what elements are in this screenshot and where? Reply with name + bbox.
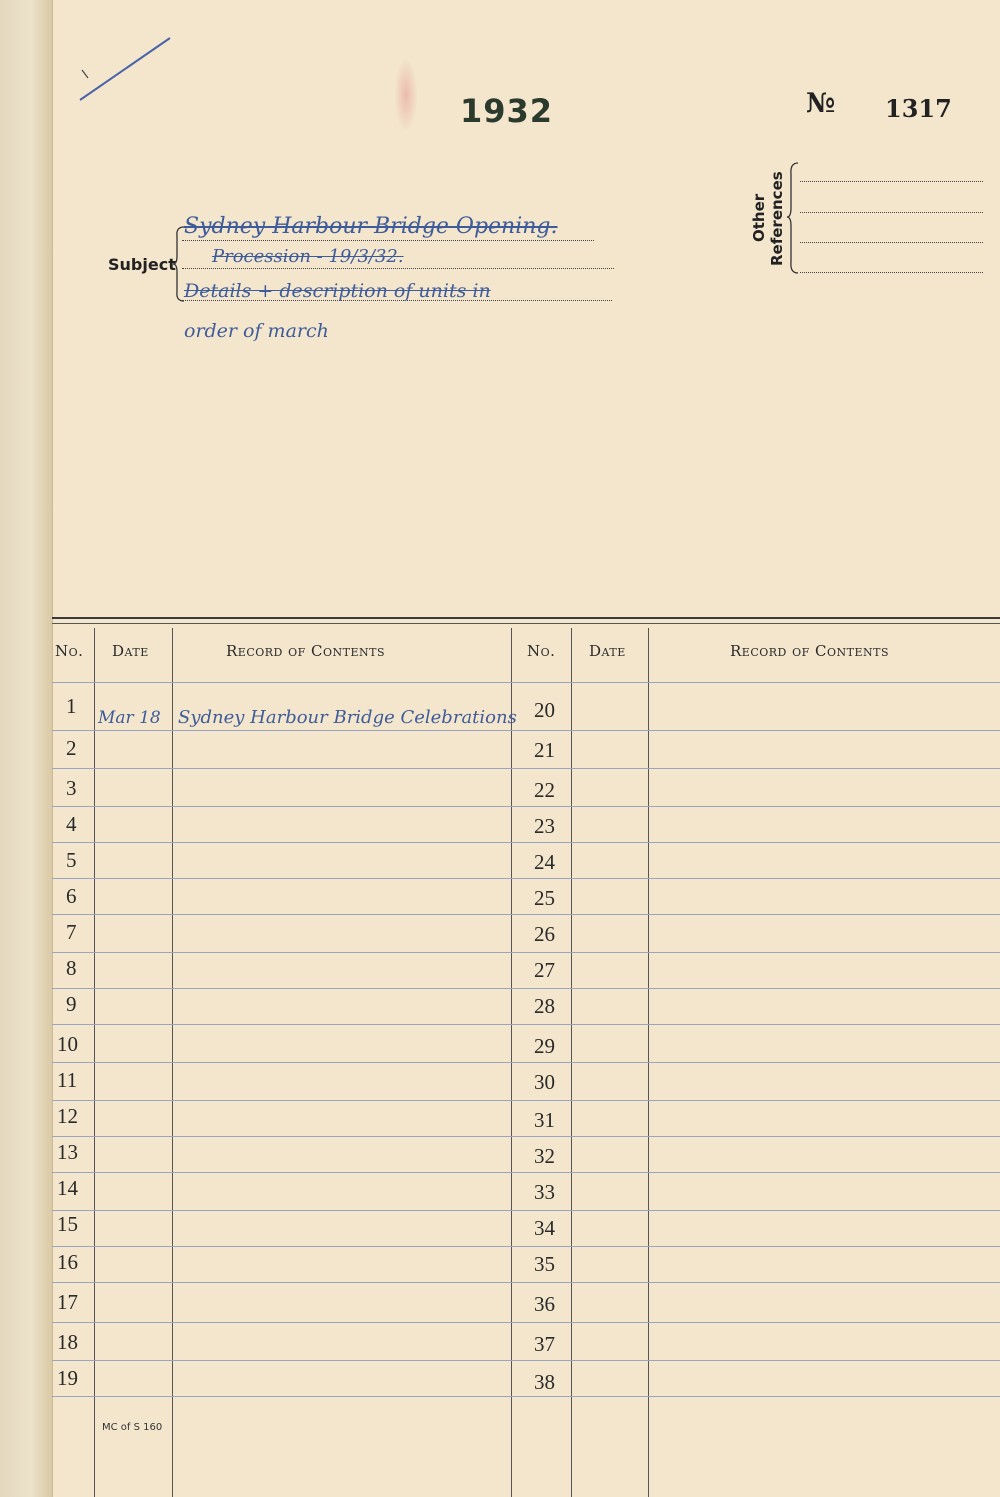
- ink-stain: [395, 60, 417, 130]
- row-number: 8: [66, 956, 77, 980]
- row-rule: [52, 988, 1000, 989]
- row-number: 26: [534, 922, 555, 946]
- row-number: 32: [534, 1144, 555, 1168]
- row-number: 12: [57, 1104, 78, 1128]
- header-date-right: Date: [589, 642, 626, 660]
- row-number: 29: [534, 1034, 555, 1058]
- row-rule: [52, 1396, 1000, 1397]
- row-rule: [52, 952, 1000, 953]
- row-number: 34: [534, 1216, 555, 1240]
- row-number: 28: [534, 994, 555, 1018]
- row-number: 21: [534, 738, 555, 762]
- file-number-label: №: [806, 88, 836, 119]
- row-number: 25: [534, 886, 555, 910]
- row-number: 18: [57, 1330, 78, 1354]
- row-rule: [52, 878, 1000, 879]
- pencil-mark: [72, 30, 182, 110]
- subject-line-2: Procession - 19/3/32.: [212, 246, 404, 267]
- entry-1-date: Mar 18: [98, 708, 161, 728]
- row-rule: [52, 768, 1000, 769]
- table-top-rule: [52, 617, 1000, 619]
- row-number: 15: [57, 1212, 78, 1236]
- subject-label: Subject: [108, 255, 176, 274]
- reference-line: [800, 242, 983, 243]
- row-rule: [52, 1282, 1000, 1283]
- row-number: 13: [57, 1140, 78, 1164]
- subject-line-3: Details + description of units in: [184, 280, 491, 302]
- other-references-label: [748, 170, 788, 270]
- row-rule: [52, 806, 1000, 807]
- file-number: 1317: [885, 94, 952, 123]
- row-number: 31: [534, 1108, 555, 1132]
- reference-line: [800, 181, 983, 182]
- subject-rule-2: [182, 268, 614, 270]
- other-references-line1: Other: [750, 193, 768, 242]
- row-rule: [52, 1322, 1000, 1323]
- row-number: 11: [57, 1068, 78, 1092]
- row-number: 22: [534, 778, 555, 802]
- header-date-left: Date: [112, 642, 149, 660]
- header-no-left: No.: [55, 642, 84, 660]
- header-no-right: No.: [527, 642, 556, 660]
- row-number: 4: [66, 812, 77, 836]
- row-rule: [52, 1172, 1000, 1173]
- row-rule: [52, 1136, 1000, 1137]
- row-number: 9: [66, 992, 77, 1016]
- form-code: MC of S 160: [102, 1422, 163, 1433]
- row-number: 7: [66, 920, 77, 944]
- row-number: 14: [57, 1176, 78, 1200]
- row-number: 16: [57, 1250, 78, 1274]
- reference-line: [800, 212, 983, 213]
- subject-line-1: Sydney Harbour Bridge Opening.: [184, 214, 558, 239]
- row-number: 6: [66, 884, 77, 908]
- subject-rule-1: [182, 240, 594, 242]
- row-number: 36: [534, 1292, 555, 1316]
- header-contents-right: Record of Contents: [730, 642, 890, 660]
- row-rule: [52, 1360, 1000, 1361]
- binding-strip: [0, 0, 53, 1497]
- row-number: 10: [57, 1032, 78, 1056]
- row-rule: [52, 730, 1000, 731]
- row-number: 33: [534, 1180, 555, 1204]
- row-rule: [52, 1062, 1000, 1063]
- row-number: 38: [534, 1370, 555, 1394]
- entry-1-record: Sydney Harbour Bridge Celebrations: [178, 707, 517, 728]
- row-number: 17: [57, 1290, 78, 1314]
- references-brace: [786, 162, 800, 274]
- row-number: 3: [66, 776, 77, 800]
- row-rule: [52, 842, 1000, 843]
- row-number: 30: [534, 1070, 555, 1094]
- row-number: 24: [534, 850, 555, 874]
- row-rule: [52, 682, 1000, 683]
- row-rule: [52, 1246, 1000, 1247]
- row-number: 19: [57, 1366, 78, 1390]
- row-rule: [52, 1100, 1000, 1101]
- row-rule: [52, 1210, 1000, 1211]
- table-top-rule-thin: [52, 623, 1000, 624]
- other-references-line2: References: [768, 171, 786, 266]
- row-rule: [52, 1024, 1000, 1025]
- file-year: 1932: [460, 92, 554, 130]
- row-number: 1: [66, 694, 77, 718]
- row-number: 35: [534, 1252, 555, 1276]
- row-number: 23: [534, 814, 555, 838]
- row-number: 37: [534, 1332, 555, 1356]
- row-number: 20: [534, 698, 555, 722]
- row-number: 5: [66, 848, 77, 872]
- row-number: 27: [534, 958, 555, 982]
- row-rule: [52, 914, 1000, 915]
- subject-line-4: order of march: [184, 320, 329, 342]
- row-number: 2: [66, 736, 77, 760]
- header-contents-left: Record of Contents: [226, 642, 386, 660]
- reference-line: [800, 272, 983, 273]
